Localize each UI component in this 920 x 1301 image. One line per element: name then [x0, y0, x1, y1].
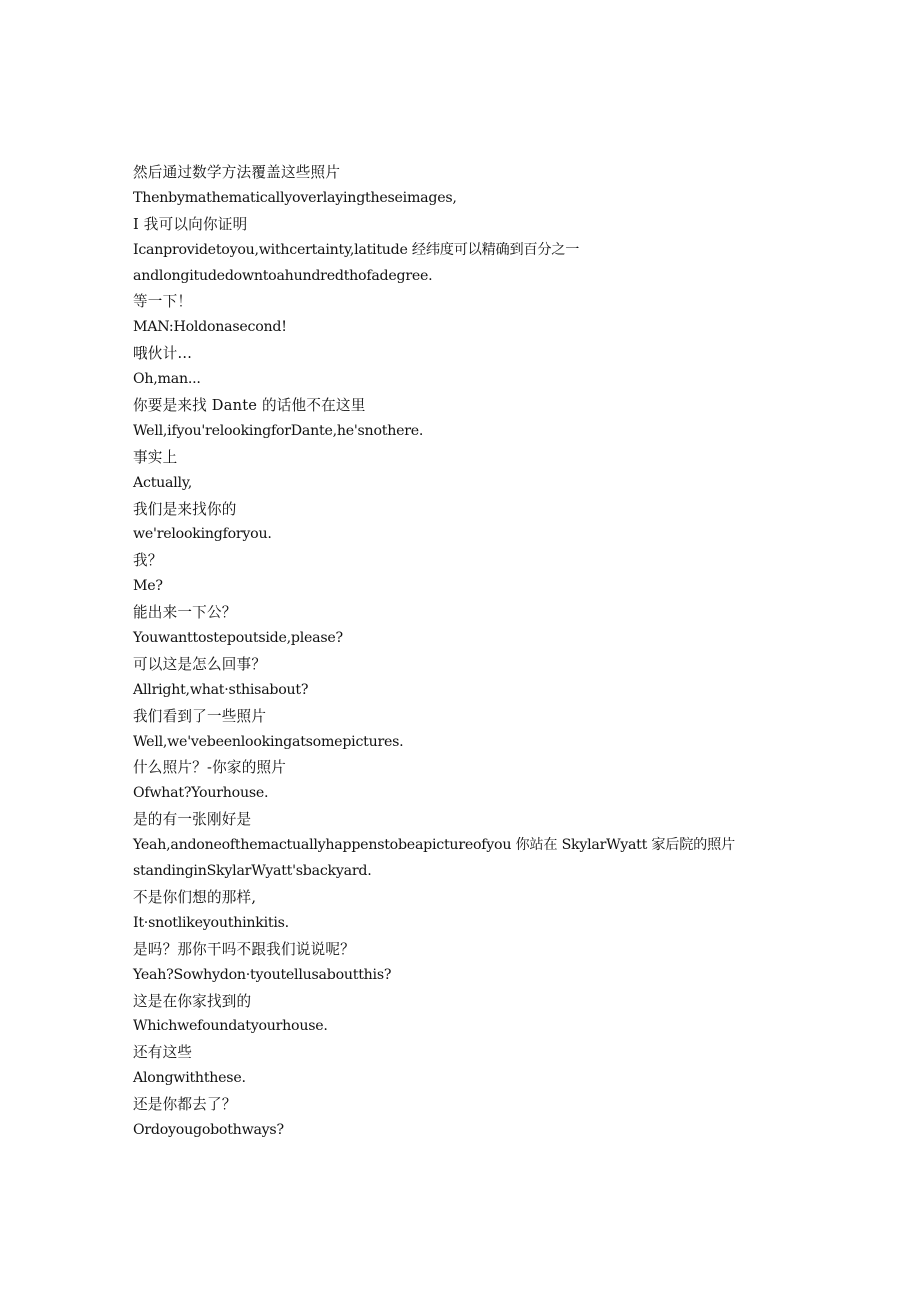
- subtitle-line-chinese: I 我可以向你证明: [133, 215, 248, 233]
- subtitle-line-english: Yeah,andoneofthemactuallyhappenstobeapictureofyou 你站在 SkylarWyatt 家后院的照片: [133, 837, 735, 854]
- subtitle-line-english: Ofwhat?Yourhouse.: [133, 785, 269, 802]
- subtitle-line-chinese: 哦伙计…: [133, 345, 193, 363]
- subtitle-line-chinese: 你要是来找 Dante 的话他不在这里: [133, 397, 366, 415]
- subtitle-line-english: Allright,what·sthisabout?: [133, 681, 309, 698]
- subtitle-line-chinese: 可以这是怎么回事？: [133, 655, 267, 673]
- subtitle-line-english: Alongwiththese.: [133, 1070, 246, 1087]
- subtitle-line-chinese: 还是你都去了？: [133, 1096, 237, 1114]
- subtitle-line-chinese: 这是在你家找到的: [133, 992, 252, 1010]
- subtitle-line-english: Thenbymathematicallyoverlayingtheseimages,: [133, 189, 457, 206]
- subtitle-line-english: Ordoyougobothways?: [133, 1121, 284, 1138]
- subtitle-line-english: Well,ifyou'relookingforDante,he'snothere.: [133, 422, 424, 439]
- subtitle-line-chinese: 是的有一张刚好是: [133, 811, 252, 829]
- subtitle-line-english: Oh,man...: [133, 371, 201, 388]
- subtitle-line-chinese: 事实上: [133, 448, 178, 466]
- subtitle-line-chinese: 还有这些: [133, 1044, 193, 1062]
- subtitle-line-english: standinginSkylarWyatt'sbackyard.: [133, 863, 372, 880]
- subtitle-line-chinese: 我们是来找你的: [133, 500, 237, 518]
- subtitle-line-chinese: 我们看到了一些照片: [133, 707, 267, 725]
- subtitle-line-english: It·snotlikeyouthinkitis.: [133, 914, 289, 931]
- subtitle-line-chinese: 是吗？那你干吗不跟我们说说呢？: [133, 940, 355, 958]
- subtitle-line-english: MAN:Holdonasecond!: [133, 319, 287, 336]
- subtitle-transcript: [133, 160, 873, 1144]
- subtitle-line-chinese: 能出来一下公？: [133, 604, 237, 622]
- subtitle-line-english: andlongitudedowntoahundredthofadegree.: [133, 267, 433, 284]
- subtitle-line-chinese: 不是你们想的那样,: [133, 888, 257, 906]
- subtitle-line-english: Whichwefoundatyourhouse.: [133, 1018, 328, 1035]
- subtitle-line-english: we'relookingforyou.: [133, 526, 272, 543]
- subtitle-line-chinese: 我？: [133, 552, 163, 570]
- subtitle-line-english: Youwanttostepoutside,please?: [133, 630, 343, 647]
- subtitle-line-english: Well,we'vebeenlookingatsomepictures.: [133, 733, 404, 750]
- subtitle-line-chinese: 等一下！: [133, 293, 193, 311]
- subtitle-line-english: Icanprovidetoyou,withcertainty,latitude 经纬度可以精确到百分之一: [133, 241, 580, 258]
- subtitle-line-english: Actually,: [133, 474, 192, 491]
- subtitle-line-english: Me?: [133, 578, 163, 595]
- subtitle-line-chinese: 什么照片？-你家的照片: [133, 759, 287, 777]
- subtitle-line-chinese: 然后通过数学方法覆盖这些照片: [133, 164, 341, 181]
- subtitle-line-english: Yeah?Sowhydon·tyoutellusaboutthis?: [133, 966, 392, 983]
